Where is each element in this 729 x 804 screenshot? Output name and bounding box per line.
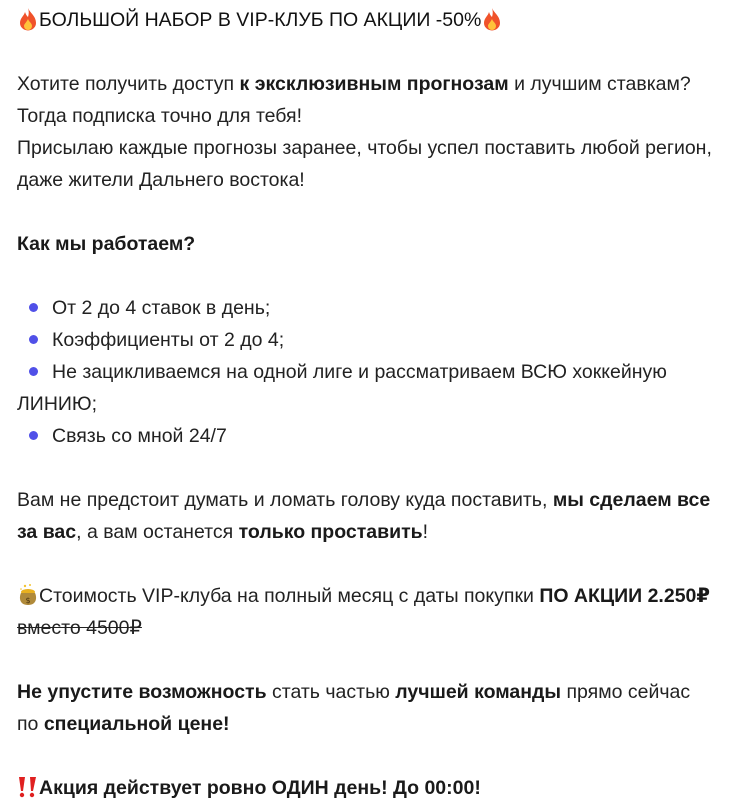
cta-bold: Не упустите возможность xyxy=(17,681,267,703)
list-item xyxy=(17,292,713,324)
intro-text: Хотите получить доступ xyxy=(17,73,240,95)
header-line xyxy=(17,4,713,36)
cta-text: стать частью xyxy=(266,681,396,703)
list-item-text: Коэффициенты от 2 до 4; xyxy=(52,329,285,351)
money-bag-icon xyxy=(17,583,39,607)
bullet-icon xyxy=(29,303,38,312)
intro-text-2: Присылаю каждые прогнозы заранее, чтобы успел поставить любой регион, даже жители Дальнего востока! xyxy=(17,137,712,191)
how-heading xyxy=(17,228,713,260)
how-heading-text: Как мы работаем? xyxy=(17,233,196,255)
cta-text: прямо сейчас по xyxy=(17,681,691,735)
promise-text: ! xyxy=(422,521,429,543)
bullet-icon xyxy=(29,367,38,376)
bullet-icon xyxy=(29,431,38,440)
list-item xyxy=(17,324,713,356)
list-item xyxy=(17,420,713,452)
old-price: вместо 4500₽ xyxy=(17,617,142,639)
promise-bold: мы сделаем все за вас xyxy=(17,489,711,543)
price-paragraph xyxy=(17,580,713,644)
list-item-text: Не зацикливаемся на одной лиге и рассматриваем ВСЮ хоккейную ЛИНИЮ; xyxy=(17,361,667,415)
intro-text: и лучшим ставкам? Тогда подписка точно для тебя! xyxy=(17,73,691,127)
svg-text:$: $ xyxy=(25,596,31,605)
promise-bold: только проставить xyxy=(238,521,423,543)
list-item xyxy=(17,356,713,420)
list-item-text: От 2 до 4 ставок в день; xyxy=(52,297,271,319)
promise-text: , а вам останется xyxy=(76,521,239,543)
list-item-text: Связь со мной 24/7 xyxy=(52,425,227,447)
cta-bold: специальной цене! xyxy=(43,713,230,735)
fire-icon xyxy=(17,7,39,31)
price-text: Стоимость VIP-клуба на полный месяц с даты покупки xyxy=(39,585,540,607)
price-value: ПО АКЦИИ 2.250₽ xyxy=(539,585,710,607)
intro-paragraph xyxy=(17,68,713,196)
deadline-text: Акция действует ровно ОДИН день! До 00:00! xyxy=(39,777,481,799)
promise-paragraph xyxy=(17,484,713,548)
cta-paragraph xyxy=(17,676,713,740)
cta-bold: лучшей команды xyxy=(395,681,562,703)
how-list xyxy=(17,292,713,452)
header-title: БОЛЬШОЙ НАБОР В VIP-КЛУБ ПО АКЦИИ -50% xyxy=(39,9,482,31)
fire-icon xyxy=(481,7,503,31)
double-exclamation-icon xyxy=(17,775,39,799)
bullet-icon xyxy=(29,335,38,344)
intro-bold: к эксклюзивным прогнозам xyxy=(239,73,509,95)
promise-text: Вам не предстоит думать и ломать голову куда поставить, xyxy=(17,489,553,511)
